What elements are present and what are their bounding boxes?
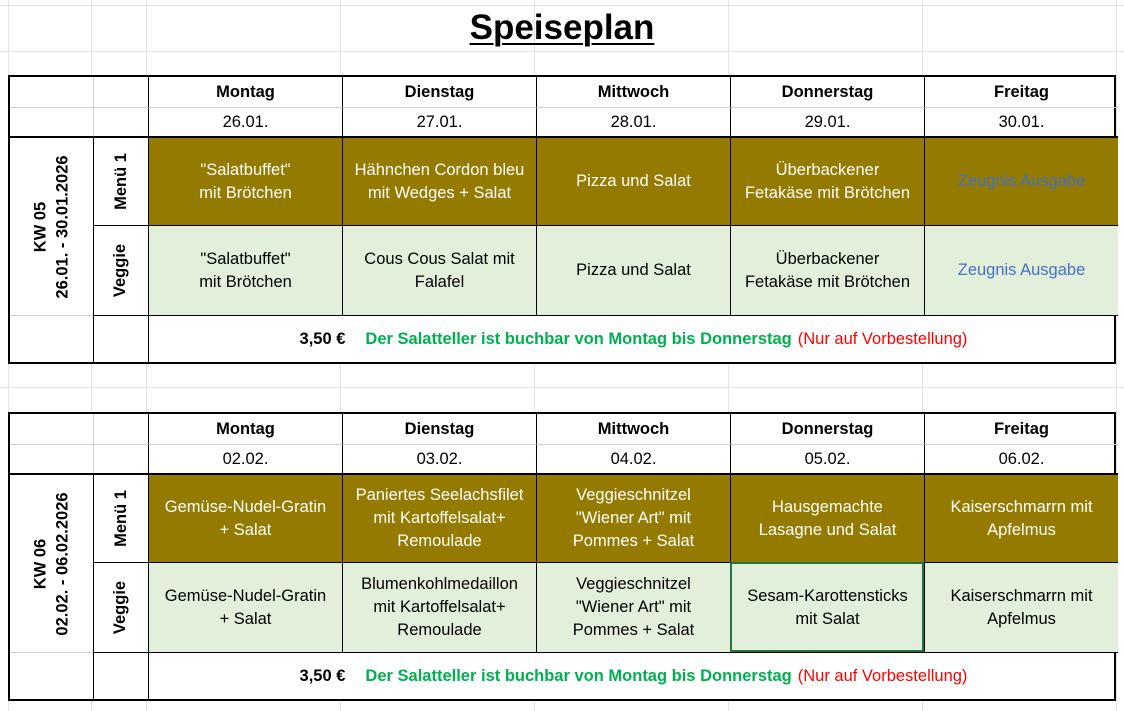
row-label-menu[interactable] bbox=[93, 136, 148, 225]
veggie-cell[interactable]: Veggieschnitzel "Wiener Art" mit Pommes + Salat bbox=[536, 562, 730, 652]
corner-cell[interactable] bbox=[10, 414, 93, 444]
veggie-cell[interactable]: Kaiserschmarrn mit Apfelmus bbox=[924, 562, 1118, 652]
veggie-cell[interactable]: Überbackener Fetakäse mit Brötchen bbox=[730, 225, 924, 315]
preorder-note: (Nur auf Vorbestellung) bbox=[797, 329, 968, 348]
day-header[interactable]: Dienstag bbox=[342, 77, 536, 107]
menu-cell[interactable]: Zeugnis Ausgabe bbox=[924, 136, 1118, 225]
menu-cell[interactable]: Kaiserschmarrn mit Apfelmus bbox=[924, 473, 1118, 562]
salad-note: Der Salatteller ist buchbar von Montag bis Donnerstag bbox=[365, 329, 792, 348]
day-header[interactable]: Donnerstag bbox=[730, 77, 924, 107]
row-label-text: Menü 1 bbox=[111, 153, 130, 210]
day-date[interactable]: 05.02. bbox=[730, 444, 924, 473]
salad-note-cell[interactable] bbox=[148, 652, 1118, 699]
day-header[interactable]: Freitag bbox=[924, 414, 1118, 444]
week-table bbox=[8, 75, 1116, 364]
row-label-footer[interactable] bbox=[93, 315, 148, 362]
corner-cell[interactable] bbox=[10, 107, 93, 136]
veggie-cell[interactable]: Gemüse-Nudel-Gratin + Salat bbox=[148, 562, 342, 652]
day-header[interactable]: Donnerstag bbox=[730, 414, 924, 444]
day-date[interactable]: 27.01. bbox=[342, 107, 536, 136]
corner-cell[interactable] bbox=[10, 77, 93, 107]
veggie-cell[interactable]: Zeugnis Ausgabe bbox=[924, 225, 1118, 315]
day-header[interactable]: Dienstag bbox=[342, 414, 536, 444]
day-header[interactable]: Mittwoch bbox=[536, 77, 730, 107]
menu-cell[interactable]: Gemüse-Nudel-Gratin + Salat bbox=[148, 473, 342, 562]
day-date[interactable]: 03.02. bbox=[342, 444, 536, 473]
grid-line bbox=[0, 5, 1124, 6]
day-date[interactable]: 28.01. bbox=[536, 107, 730, 136]
menu-cell[interactable]: Hausgemachte Lasagne und Salat bbox=[730, 473, 924, 562]
price-label: 3,50 € bbox=[299, 329, 346, 348]
row-label-text: Menü 1 bbox=[111, 490, 130, 547]
row-label-veggie[interactable] bbox=[93, 225, 148, 315]
veggie-cell[interactable]: Cous Cous Salat mit Falafel bbox=[342, 225, 536, 315]
preorder-note: (Nur auf Vorbestellung) bbox=[797, 666, 968, 685]
menu-cell[interactable]: "Salatbuffet" mit Brötchen bbox=[148, 136, 342, 225]
menu-cell[interactable]: Hähnchen Cordon bleu mit Wedges + Salat bbox=[342, 136, 536, 225]
salad-note: Der Salatteller ist buchbar von Montag bis Donnerstag bbox=[365, 666, 792, 685]
price-label: 3,50 € bbox=[299, 666, 346, 685]
salad-note-cell[interactable] bbox=[148, 315, 1118, 362]
week-label-footer[interactable] bbox=[10, 315, 93, 362]
row-label-footer[interactable] bbox=[93, 652, 148, 699]
corner-cell[interactable] bbox=[93, 107, 148, 136]
page-title: Speiseplan bbox=[469, 8, 655, 47]
week-label[interactable] bbox=[10, 136, 93, 315]
menu-cell[interactable]: Überbackener Fetakäse mit Brötchen bbox=[730, 136, 924, 225]
row-label-veggie[interactable] bbox=[93, 562, 148, 652]
corner-cell[interactable] bbox=[10, 444, 93, 473]
day-header[interactable]: Freitag bbox=[924, 77, 1118, 107]
veggie-cell[interactable]: "Salatbuffet" mit Brötchen bbox=[148, 225, 342, 315]
day-date[interactable]: 29.01. bbox=[730, 107, 924, 136]
week-table bbox=[8, 412, 1116, 701]
veggie-cell[interactable]: Blumenkohlmedaillon mit Kartoffelsalat+ Remoulade bbox=[342, 562, 536, 652]
week-label-text: KW 06 02.02. - 06.02.2026 bbox=[31, 491, 72, 636]
week-label-footer[interactable] bbox=[10, 652, 93, 699]
day-date[interactable]: 30.01. bbox=[924, 107, 1118, 136]
day-date[interactable]: 26.01. bbox=[148, 107, 342, 136]
menu-cell[interactable]: Paniertes Seelachsfilet mit Kartoffelsalat+ Remoulade bbox=[342, 473, 536, 562]
day-date[interactable]: 02.02. bbox=[148, 444, 342, 473]
row-label-text: Veggie bbox=[111, 243, 130, 298]
row-label-text: Veggie bbox=[111, 580, 130, 635]
menu-cell[interactable]: Veggieschnitzel "Wiener Art" mit Pommes + Salat bbox=[536, 473, 730, 562]
day-date[interactable]: 04.02. bbox=[536, 444, 730, 473]
veggie-cell[interactable]: Pizza und Salat bbox=[536, 225, 730, 315]
week-label-text: KW 05 26.01. - 30.01.2026 bbox=[31, 154, 72, 299]
grid-line bbox=[0, 51, 1124, 52]
corner-cell[interactable] bbox=[93, 414, 148, 444]
day-header[interactable]: Mittwoch bbox=[536, 414, 730, 444]
day-header[interactable]: Montag bbox=[148, 414, 342, 444]
corner-cell[interactable] bbox=[93, 77, 148, 107]
veggie-cell[interactable]: Sesam-Karottensticks mit Salat bbox=[730, 562, 924, 652]
grid-line bbox=[0, 387, 1124, 388]
week-label[interactable] bbox=[10, 473, 93, 652]
row-label-menu[interactable] bbox=[93, 473, 148, 562]
day-header[interactable]: Montag bbox=[148, 77, 342, 107]
menu-cell[interactable]: Pizza und Salat bbox=[536, 136, 730, 225]
corner-cell[interactable] bbox=[93, 444, 148, 473]
day-date[interactable]: 06.02. bbox=[924, 444, 1118, 473]
